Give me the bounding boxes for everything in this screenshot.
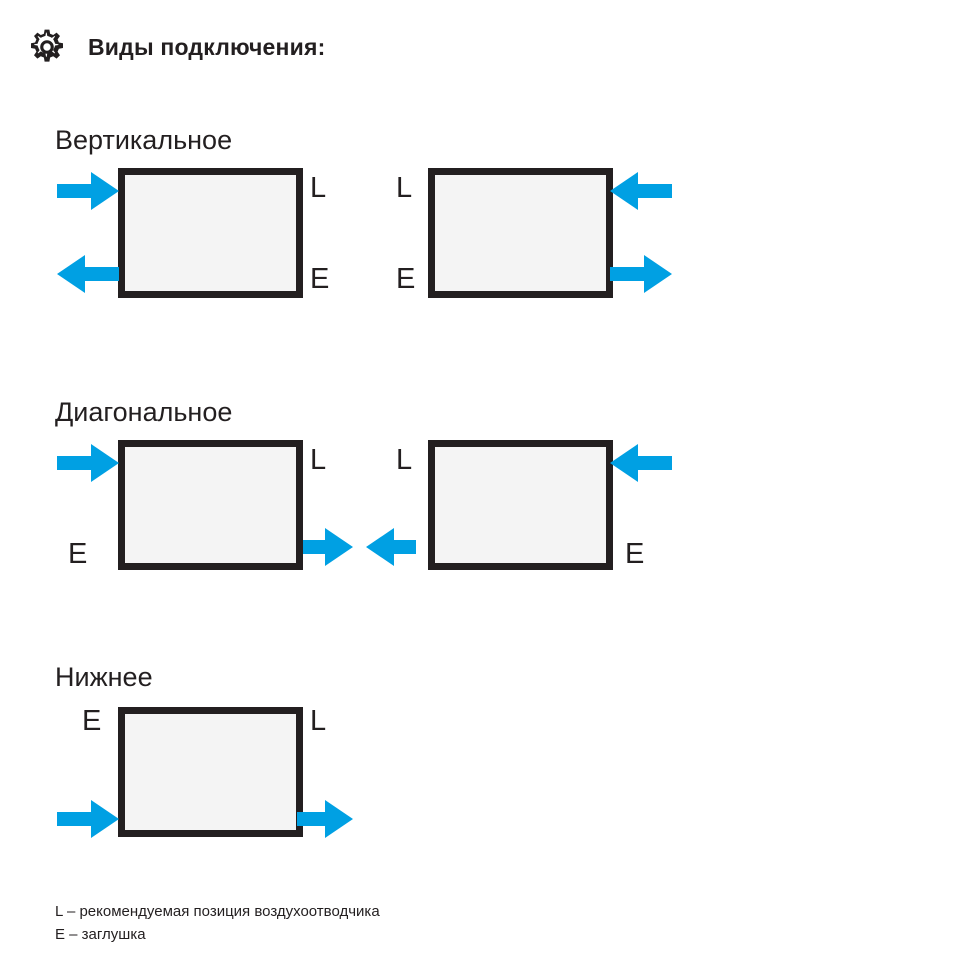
letter-E: E xyxy=(68,538,88,570)
arrow-right-inlet xyxy=(57,172,119,215)
section-title-bottom: Нижнее xyxy=(55,662,153,692)
letter-L: L xyxy=(310,705,327,737)
letter-E: E xyxy=(82,705,102,737)
letter-L: L xyxy=(396,172,413,204)
arrow-right-outlet xyxy=(610,255,672,298)
arrow-right-outlet xyxy=(297,800,353,843)
legend xyxy=(55,900,380,947)
letter-E: E xyxy=(396,263,416,295)
legend-line-L: L – рекомендуемая позиция воздухоотводчика xyxy=(55,903,380,920)
letter-L: L xyxy=(396,444,413,476)
gear-icon xyxy=(28,28,66,66)
page-title: Виды подключения: xyxy=(88,33,326,60)
arrow-right-inlet xyxy=(57,444,119,487)
radiator-box xyxy=(118,707,303,837)
section-title-vertical: Вертикальное xyxy=(55,125,233,155)
arrow-right-inlet xyxy=(57,800,119,843)
radiator-box xyxy=(118,168,303,298)
radiator-box xyxy=(428,440,613,570)
letter-L: L xyxy=(310,444,327,476)
radiator-box xyxy=(118,440,303,570)
arrow-left-inlet xyxy=(610,444,672,487)
radiator-box xyxy=(428,168,613,298)
header xyxy=(28,28,325,66)
section-title-diagonal: Диагональное xyxy=(55,397,233,427)
arrow-left-outlet xyxy=(366,528,416,571)
arrow-left-inlet xyxy=(610,172,672,215)
arrow-left-outlet xyxy=(57,255,119,298)
letter-E: E xyxy=(625,538,645,570)
legend-line-E: E – заглушка xyxy=(55,926,146,944)
arrow-right-outlet xyxy=(303,528,353,571)
letter-E: E xyxy=(310,263,330,295)
letter-L: L xyxy=(310,172,327,204)
